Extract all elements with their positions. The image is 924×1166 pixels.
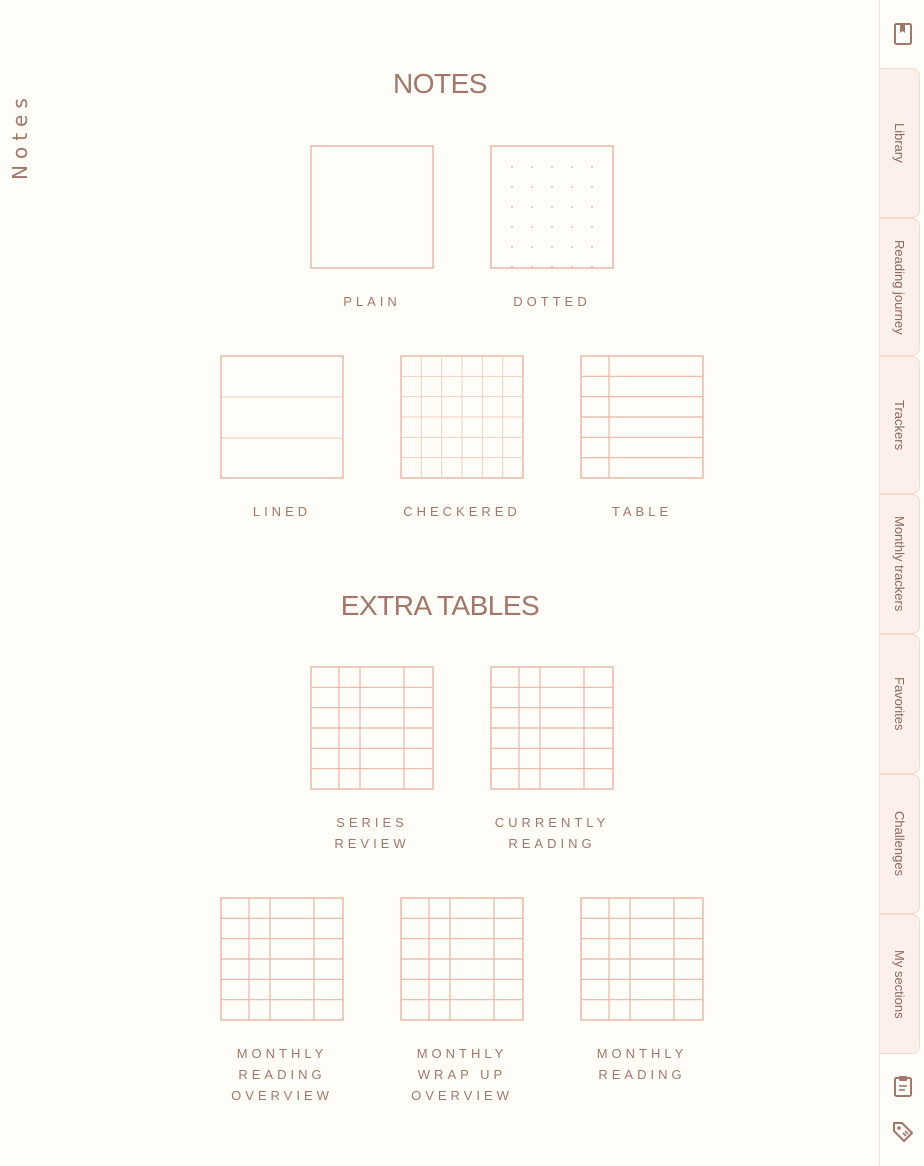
grid-dot (531, 186, 533, 188)
template-series-review[interactable] (282, 666, 462, 854)
tab-trackers[interactable] (880, 356, 920, 494)
grid-dot (531, 246, 533, 248)
tab-my-sections[interactable] (880, 914, 920, 1054)
tab-label: Favorites (892, 677, 907, 731)
grid-dot (591, 206, 593, 208)
tag-icon[interactable] (891, 1120, 915, 1144)
tab-library[interactable] (880, 68, 920, 218)
grid-dot (511, 246, 513, 248)
grid-dot (531, 166, 533, 168)
template-label: SERIES REVIEW (334, 815, 410, 851)
grid-dot (591, 166, 593, 168)
thumbnail-border (311, 146, 433, 268)
grid-dot (551, 226, 553, 228)
grid-dot (551, 246, 553, 248)
template-currently-reading[interactable] (462, 666, 642, 854)
template-label: DOTTED (513, 294, 591, 309)
section-title-notes: NOTES (393, 68, 487, 99)
side-title: Notes (8, 92, 32, 180)
template-label: TABLE (611, 504, 673, 519)
lined-page-thumbnail (220, 355, 344, 479)
table-page-thumbnail (580, 355, 704, 479)
series-review-thumbnail (310, 666, 434, 790)
grid-dot (571, 166, 573, 168)
grid-dot (571, 226, 573, 228)
template-monthly-reading-overview[interactable] (192, 897, 372, 1106)
grid-dot (511, 186, 513, 188)
grid-dot (591, 246, 593, 248)
tab-favorites[interactable] (880, 634, 920, 774)
template-monthly-reading[interactable] (552, 897, 732, 1085)
grid-dot (531, 206, 533, 208)
monthly-reading-thumbnail (580, 897, 704, 1021)
tab-label: Library (892, 123, 907, 163)
template-label: PLAIN (343, 294, 401, 309)
grid-dot (591, 226, 593, 228)
grid-dot (591, 266, 593, 268)
bookmark-icon[interactable] (891, 22, 915, 46)
template-label: CHECKERED (403, 504, 521, 519)
template-label: CURRENTLY READING (494, 815, 610, 851)
template-label: LINED (252, 504, 312, 519)
plain-page-thumbnail (310, 145, 434, 269)
tab-challenges[interactable] (880, 774, 920, 914)
template-label: MONTHLY READING OVERVIEW (231, 1046, 333, 1103)
template-label: MONTHLY WRAP UP OVERVIEW (411, 1046, 513, 1103)
template-plain[interactable] (282, 145, 462, 312)
template-monthly-wrap-up-overview[interactable] (372, 897, 552, 1106)
tab-label: Trackers (892, 399, 907, 451)
grid-dot (551, 186, 553, 188)
tab-monthly-trackers[interactable] (880, 494, 920, 634)
template-label: MONTHLY READING (596, 1046, 688, 1082)
grid-dot (571, 206, 573, 208)
monthly-reading-overview-thumbnail (220, 897, 344, 1021)
checkered-page-thumbnail (400, 355, 524, 479)
tab-label: My sections (892, 949, 907, 1019)
grid-dot (551, 266, 553, 268)
tab-label: Monthly trackers (892, 516, 907, 612)
section-title-extra-tables: EXTRA TABLES (340, 590, 540, 621)
clipboard-icon[interactable] (891, 1074, 915, 1098)
template-checkered[interactable] (372, 355, 552, 522)
grid-dot (531, 226, 533, 228)
template-table[interactable] (552, 355, 732, 522)
grid-dot (571, 266, 573, 268)
tab-label: Challenges (892, 811, 907, 877)
template-lined[interactable] (192, 355, 372, 522)
grid-dot (571, 186, 573, 188)
grid-dot (531, 266, 533, 268)
grid-dot (591, 186, 593, 188)
section-tab-bar (879, 0, 924, 1166)
dotted-page-thumbnail (490, 145, 614, 269)
monthly-wrap-up-overview-thumbnail (400, 897, 524, 1021)
grid-dot (511, 206, 513, 208)
template-dotted[interactable] (462, 145, 642, 312)
currently-reading-thumbnail (490, 666, 614, 790)
grid-dot (551, 166, 553, 168)
grid-dot (551, 206, 553, 208)
tab-reading-journey[interactable] (880, 218, 920, 356)
grid-dot (511, 166, 513, 168)
grid-dot (511, 266, 513, 268)
thumbnail-border (221, 356, 343, 478)
tab-label: Reading journey (892, 239, 907, 335)
grid-dot (511, 226, 513, 228)
grid-dot (571, 246, 573, 248)
